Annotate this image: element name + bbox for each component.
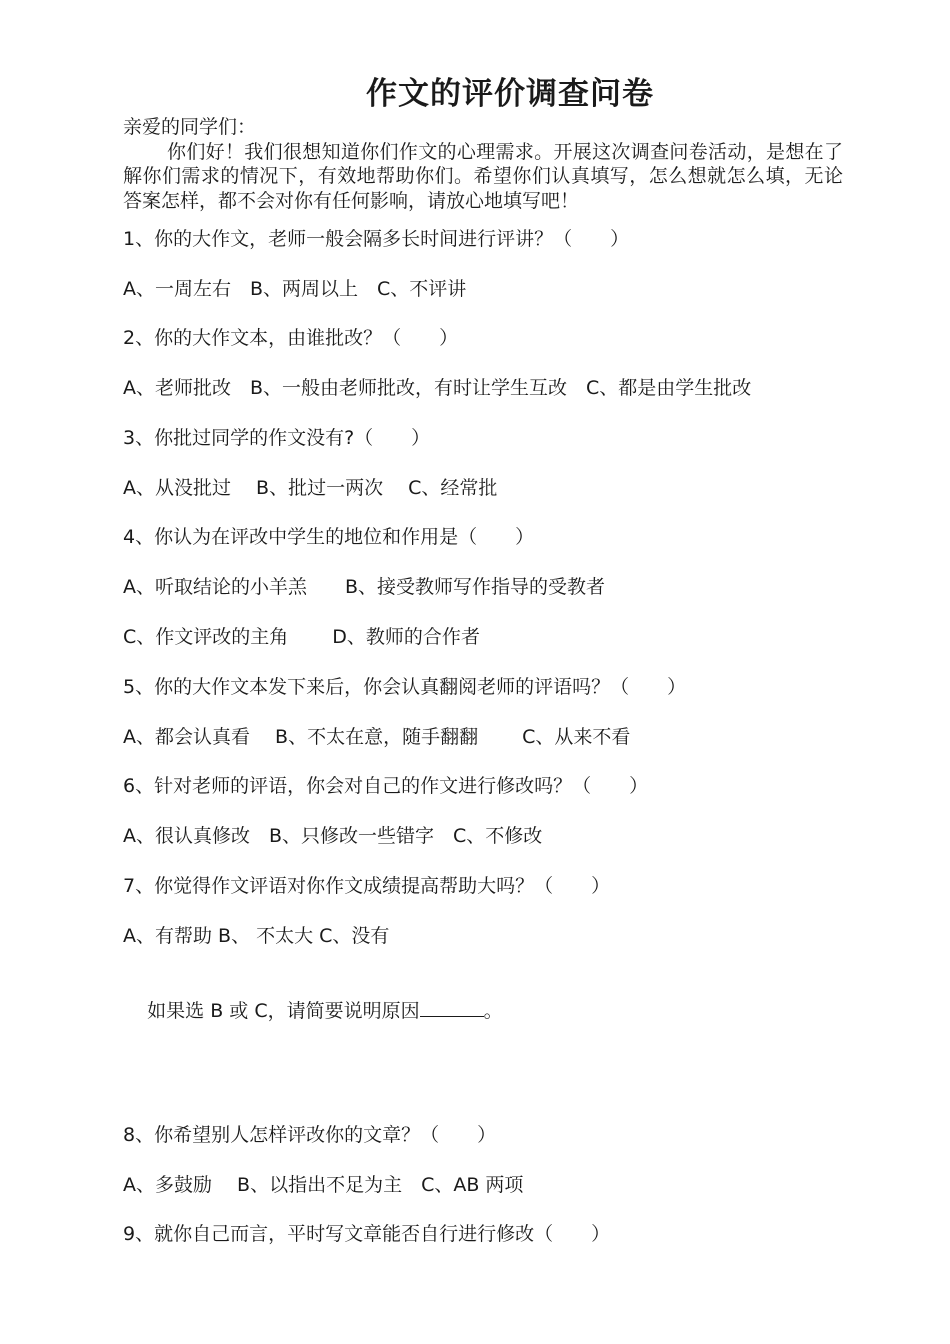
question-2: 2、你的大作文本，由谁批改？（ ） (123, 327, 459, 349)
options-7: A、有帮助 B、 不太大 C、没有 (123, 925, 390, 947)
question-6: 6、针对老师的评语，你会对自己的作文进行修改吗？（ ） (123, 775, 649, 797)
intro (123, 115, 843, 213)
options-5: A、都会认真看 B、不太在意，随手翻翻 C、从来不看 (123, 726, 631, 748)
followup-prefix: 如果选 B 或 C，请简要说明原因 (147, 1000, 420, 1022)
followup-line (123, 974, 503, 1047)
greeting: 亲爱的同学们： (123, 116, 257, 138)
question-9: 9、就你自己而言，平时写文章能否自行进行修改（ ） (123, 1223, 611, 1245)
options-4b: C、作文评改的主角 D、教师的合作者 (123, 626, 480, 648)
question-4: 4、你认为在评改中学生的地位和作用是（ ） (123, 526, 535, 548)
options-6: A、很认真修改 B、只修改一些错字 C、不修改 (123, 825, 543, 847)
question-8: 8、你希望别人怎样评改你的文章？（ ） (123, 1124, 497, 1146)
options-3: A、从没批过 B、批过一两次 C、经常批 (123, 477, 498, 499)
answer-blank[interactable] (420, 998, 484, 1017)
options-8: A、多鼓励 B、以指出不足为主 C、AB 两项 (123, 1174, 524, 1196)
followup-suffix: 。 (483, 1000, 503, 1022)
options-2: A、老师批改 B、一般由老师批改，有时让学生互改 C、都是由学生批改 (123, 377, 752, 399)
options-4a: A、听取结论的小羊羔 B、接受教师写作指导的受教者 (123, 576, 606, 598)
question-3: 3、你批过同学的作文没有?（ ） (123, 427, 431, 449)
options-1: A、一周左右 B、两周以上 C、不评讲 (123, 278, 467, 300)
question-5: 5、你的大作文本发下来后，你会认真翻阅老师的评语吗？（ ） (123, 676, 687, 698)
question-7: 7、你觉得作文评语对你作文成绩提高帮助大吗？（ ） (123, 875, 611, 897)
page-title: 作文的评价调查问卷 (366, 76, 654, 112)
question-1: 1、你的大作文，老师一般会隔多长时间进行评讲？（ ） (123, 228, 630, 250)
intro-body: 你们好！我们很想知道你们作文的心理需求。开展这次调查问卷活动，是想在了解你们需求的情况下，有效地帮助你们。希望你们认真填写，怎么想就怎么填，无论答案怎样，都不会对你有任何影响，请放心地填写吧！ (123, 140, 843, 212)
